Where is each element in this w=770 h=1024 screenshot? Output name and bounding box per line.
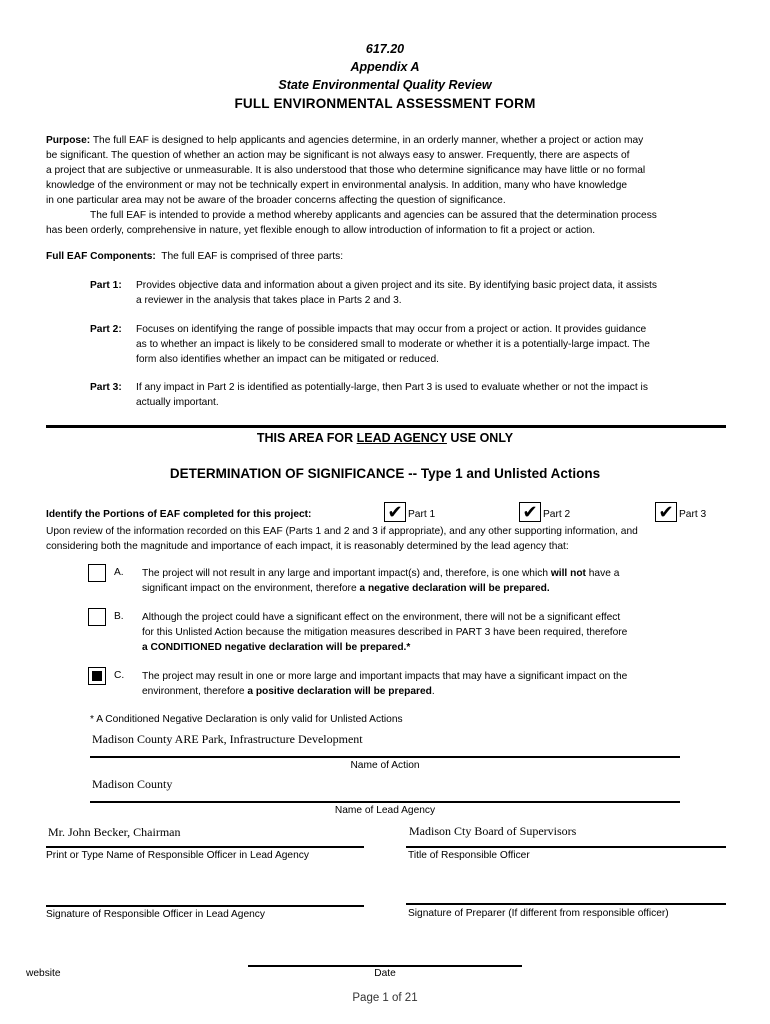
- option-a-text: [142, 566, 742, 596]
- part-line: actually important.: [136, 397, 219, 408]
- officer-title-line: [406, 846, 726, 848]
- option-c-line: The project may result in one or more large and important impacts that may have a significant impact on the: [142, 671, 628, 682]
- part-2-checkbox-label: Part 2: [543, 509, 571, 520]
- purpose-line: be significant. The question of whether an action may be significant is not always easy to answer. Frequently, there are aspects of: [46, 150, 630, 161]
- officer-name-line: [46, 846, 364, 848]
- part-line: a reviewer in the analysis that takes place in Parts 2 and 3.: [136, 295, 402, 306]
- review-line: considering both the magnitude and importance of each impact, it is reasonably determined by the lead agency that:: [46, 541, 569, 552]
- part-1-checkbox-label: Part 1: [408, 509, 436, 520]
- option-b-checkbox[interactable]: [88, 608, 106, 626]
- option-b-text: [142, 610, 742, 655]
- part-line: If any impact in Part 2 is identified as potentially-large, then Part 3 is used to evaluate whether or not the impact is: [136, 382, 648, 393]
- purpose-line: knowledge of the environment or may not be technically expert in environmental analysis. In addition, many who have knowledge: [46, 180, 628, 191]
- preparer-signature-label: Signature of Preparer (If different from responsible officer): [408, 908, 669, 919]
- action-name-line: [90, 756, 680, 758]
- officer-name-label: Print or Type Name of Responsible Officer in Lead Agency: [46, 850, 309, 861]
- section-divider: [46, 425, 726, 428]
- option-a-checkbox[interactable]: [88, 564, 106, 582]
- option-b-line: Although the project could have a significant effect on the environment, there will not be a significant effect: [142, 612, 621, 623]
- option-c-letter: C.: [114, 670, 125, 681]
- option-c-declaration: a positive declaration will be prepared: [247, 686, 432, 697]
- option-c-line-end: .: [431, 686, 435, 697]
- components-intro: [46, 249, 736, 264]
- part-3-checkbox[interactable]: ✔: [655, 502, 677, 522]
- part-1-description: [90, 278, 740, 308]
- part-2-checkbox[interactable]: ✔: [519, 502, 541, 522]
- part-label: Part 3:: [90, 382, 122, 393]
- page-number: Page 1 of 21: [352, 992, 418, 1004]
- purpose-line: in one particular area may not be aware of the broader concerns affecting the question of significance.: [46, 195, 506, 206]
- determination-title: DETERMINATION OF SIGNIFICANCE -- Type 1 and Unlisted Actions: [169, 466, 601, 481]
- website-label: website: [26, 968, 61, 979]
- part-label: Part 1:: [90, 280, 122, 291]
- form-title: FULL ENVIRONMENTAL ASSESSMENT FORM: [234, 96, 536, 111]
- option-b-declaration: a CONDITIONED negative declaration will be prepared.*: [142, 642, 411, 653]
- date-line[interactable]: [248, 965, 522, 967]
- part-3-checkbox-label: Part 3: [679, 509, 707, 520]
- lead-agency-value[interactable]: Madison County: [92, 777, 173, 791]
- part-line: form also identifies whether an impact can be mitigated or reduced.: [136, 354, 439, 365]
- date-label: Date: [374, 968, 396, 979]
- part-line: Focuses on identifying the range of possible impacts that may occur from a project or action. It provides guidance: [136, 324, 647, 335]
- review-paragraph: [46, 524, 736, 554]
- section-number: 617.20: [365, 42, 405, 56]
- option-c-text: [142, 669, 742, 699]
- lead-agency-heading-prefix: THIS AREA FOR: [256, 431, 357, 445]
- review-label: State Environmental Quality Review: [278, 78, 492, 92]
- option-c-line: environment, therefore: [142, 686, 248, 697]
- purpose-line: a project that are subjective or unmeasurable. It is also understood that those who determine significance may have little or no formal: [46, 165, 646, 176]
- lead-agency-line: [90, 801, 680, 803]
- action-name-label: Name of Action: [350, 760, 420, 771]
- option-a-declaration: a negative declaration will be prepared.: [359, 583, 550, 594]
- part-2-description: [90, 322, 740, 367]
- part-line: as to whether an impact is likely to be considered small to moderate or whether it is a potentially-large impact. The: [136, 339, 650, 350]
- option-c-checkbox[interactable]: [88, 667, 106, 685]
- option-a-line: significant impact on the environment, therefore: [142, 583, 360, 594]
- identify-portions-label: Identify the Portions of EAF completed for this project:: [46, 509, 312, 520]
- purpose-label: Purpose:: [46, 135, 91, 146]
- part-label: Part 2:: [90, 324, 122, 335]
- option-a-line: The project will not result in any large and important impact(s) and, therefore, is one which: [142, 568, 551, 579]
- option-b-letter: B.: [114, 611, 124, 622]
- part-line: Provides objective data and information about a given project and its site. By identifying basic project data, it assists: [136, 280, 657, 291]
- lead-agency-heading-suffix: USE ONLY: [446, 431, 514, 445]
- option-a-emphasis: will not: [550, 568, 586, 579]
- officer-signature-label: Signature of Responsible Officer in Lead Agency: [46, 909, 265, 920]
- option-c-checked-mark: [92, 671, 102, 681]
- officer-title-label: Title of Responsible Officer: [408, 850, 530, 861]
- purpose-line: The full EAF is designed to help applicants and agencies determine, in an orderly manner, whether a project or action may: [92, 135, 644, 146]
- option-b-line: for this Unlisted Action because the mitigation measures described in PART 3 have been required, therefore: [142, 627, 628, 638]
- part-3-description: [90, 380, 740, 410]
- officer-signature-line[interactable]: [46, 905, 364, 907]
- purpose-line: has been orderly, comprehensive in nature, yet flexible enough to allow introduction of information to fit a project or action.: [46, 225, 596, 236]
- preparer-signature-line[interactable]: [406, 903, 726, 905]
- action-name-value[interactable]: Madison County ARE Park, Infrastructure Development: [92, 732, 363, 746]
- appendix-label: Appendix A: [350, 60, 420, 74]
- option-a-line-end: have a: [585, 568, 620, 579]
- lead-agency-heading-underlined: LEAD AGENCY: [356, 431, 447, 445]
- purpose-line: The full EAF is intended to provide a method whereby applicants and agencies can be assured that the determination process: [90, 210, 657, 221]
- option-a-letter: A.: [114, 567, 124, 578]
- lead-agency-label: Name of Lead Agency: [334, 805, 436, 816]
- part-1-checkbox[interactable]: ✔: [384, 502, 406, 522]
- officer-name-value[interactable]: Mr. John Becker, Chairman: [48, 825, 181, 839]
- components-text: The full EAF is comprised of three parts:: [161, 251, 344, 262]
- footnote: * A Conditioned Negative Declaration is only valid for Unlisted Actions: [90, 714, 403, 725]
- lead-agency-heading: [0, 431, 770, 445]
- review-line: Upon review of the information recorded on this EAF (Parts 1 and 2 and 3 if appropriate), and any other supporting information, and: [46, 526, 638, 537]
- purpose-paragraph: [46, 133, 736, 238]
- components-label: Full EAF Components:: [46, 251, 156, 262]
- officer-title-value[interactable]: Madison Cty Board of Supervisors: [409, 824, 577, 838]
